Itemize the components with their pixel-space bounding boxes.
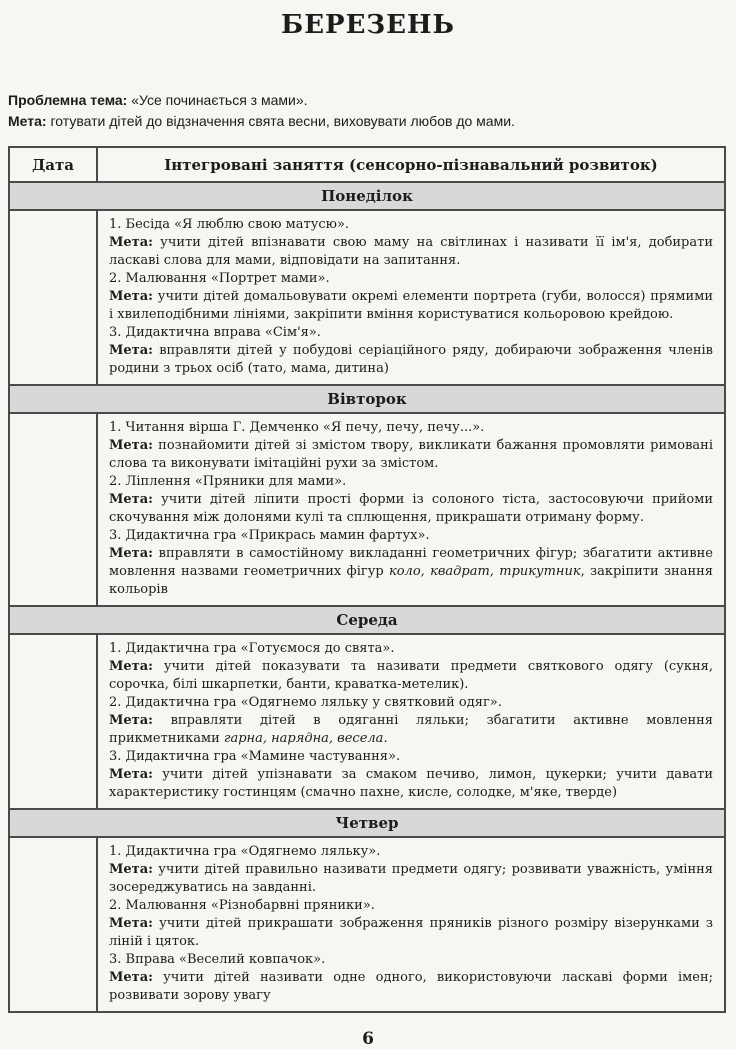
intro-meta-label: Мета: [8,113,47,129]
meta-label: Мета: [109,713,153,728]
meta-text: вправляти дітей в одяганні ляльки; збагатити активне мовлення прикметниками [109,713,713,746]
meta-text: вправляти в самостійному викладанні геометричних фігур; збагатити активне мовлення назвами геометричних фігур [109,546,713,579]
problem-theme-label: Проблемна тема: [8,92,128,108]
activity-title: 3. Дидактична гра «Мамине частування». [109,749,401,764]
day-band-tuesday [9,385,725,413]
table-header-row [9,147,725,182]
day-content-tuesday [97,413,725,606]
day-band-wednesday [9,606,725,634]
activity-meta [109,861,713,897]
activity-title: 3. Вправа «Веселий ковпачок». [109,952,326,967]
meta-label: Мета: [109,546,153,561]
activity-title: 2. Дидактична гра «Одягнемо ляльку у святковий одяг». [109,695,502,710]
main-column-header: Інтегровані заняття (сенсорно-пізнавальний розвиток) [97,147,725,182]
problem-theme-text: «Усе починається з мами». [127,92,308,108]
meta-label: Мета: [109,916,153,931]
day-title-monday: Понеділок [9,182,725,210]
activity-title: 1. Дидактична гра «Одягнемо ляльку». [109,844,381,859]
day-title-wednesday: Середа [9,606,725,634]
day-title-tuesday: Вівторок [9,385,725,413]
meta-label: Мета: [109,343,153,358]
meta-text: учити дітей називати одне одного, використовуючи ласкаві форми імен; розвивати зорову увагу [109,970,713,1003]
meta-label: Мета: [109,862,153,877]
meta-text: учити дітей упізнавати за смаком печиво, лимон, цукерки; учити давати характеристику гостинцям (смачно пахне, кисле, солодке, м'яке, тверде) [109,767,713,800]
day-band-monday [9,182,725,210]
activity-meta [109,288,713,324]
activity-meta [109,915,713,951]
date-column-header: Дата [9,147,97,182]
activity-title: 3. Дидактична гра «Прикрась мамин фартух». [109,528,430,543]
activity-meta [109,437,713,473]
meta-label: Мета: [109,235,153,250]
activity-meta [109,234,713,270]
day-title-thursday: Четвер [9,809,725,837]
intro-meta-line [8,111,728,132]
meta-italic: коло, квадрат, трикутник [388,564,581,579]
date-cell-monday [9,210,97,385]
day-content-row-thursday [9,837,725,1012]
page-title: БЕРЕЗЕНЬ [281,10,455,40]
activity-title: 2. Малювання «Портрет мами». [109,271,330,286]
activity-meta [109,712,713,748]
meta-label: Мета: [109,970,153,985]
meta-label: Мета: [109,492,153,507]
meta-tail: . [383,731,388,746]
activity-title: 2. Ліплення «Пряники для мами». [109,474,347,489]
meta-text: учити дітей прикрашати зображення пряників різного розміру візерунками з ліній і цяток. [109,916,713,949]
activity-meta [109,969,713,1005]
meta-label: Мета: [109,767,153,782]
meta-text: вправляти дітей у побудові серіаційного ряду, добираючи зображення членів родини з трьох осіб (тато, мама, дитина) [109,343,713,376]
date-cell-tuesday [9,413,97,606]
schedule-table [8,146,726,1013]
activity-meta [109,342,713,378]
meta-italic: гарна, нарядна, весела [223,731,384,746]
day-content-row-tuesday [9,413,725,606]
day-band-thursday [9,809,725,837]
meta-text: учити дітей правильно називати предмети одягу; розвивати уважність, уміння зосереджуватись на завданні. [109,862,713,895]
activity-title: 3. Дидактична вправа «Сім'я». [109,325,321,340]
meta-text: учити дітей показувати та називати предмети святкового одягу (сукня, сорочка, білі шкарпетки, банти, краватка-метелик). [109,659,713,692]
intro-meta-text: готувати дітей до відзначення свята весни, виховувати любов до мами. [46,113,515,129]
day-content-row-monday [9,210,725,385]
meta-text: учити дітей впізнавати свою маму на світлинах і називати її ім'я, добирати ласкаві слова для мами, відповідати на запитання. [109,235,713,268]
activity-title: 2. Малювання «Різнобарвні пряники». [109,898,375,913]
day-content-thursday [97,837,725,1012]
day-content-row-wednesday [9,634,725,809]
meta-label: Мета: [109,438,153,453]
date-cell-wednesday [9,634,97,809]
activity-title: 1. Читання вірша Г. Демченко «Я печу, печу, печу...». [109,420,485,435]
activity-title: 1. Бесіда «Я люблю свою матусю». [109,217,350,232]
day-content-wednesday [97,634,725,809]
intro-block [8,90,728,132]
date-cell-thursday [9,837,97,1012]
meta-text: учити дітей ліпити прості форми із солоного тіста, застосовуючи прийоми скочування між долонями кулі та сплющення, прикрашати отриману форму. [109,492,713,525]
day-content-monday [97,210,725,385]
meta-label: Мета: [109,289,153,304]
problem-theme-line [8,90,728,111]
activity-meta [109,545,713,599]
activity-title: 1. Дидактична гра «Готуємося до свята». [109,641,395,656]
activity-meta [109,658,713,694]
meta-label: Мета: [109,659,153,674]
activity-meta [109,766,713,802]
page-number: 6 [362,1029,374,1049]
activity-meta [109,491,713,527]
meta-text: познайомити дітей зі змістом твору, викликати бажання промовляти римовані слова та виконувати імітаційні рухи за змістом. [109,438,713,471]
meta-tail: , закріпити знання кольорів [109,564,713,597]
meta-text: учити дітей домальовувати окремі елементи портрета (губи, волосся) прямими і хвилеподібними лініями, закріпити вміння користуватися кольоровою крейдою. [109,289,713,322]
